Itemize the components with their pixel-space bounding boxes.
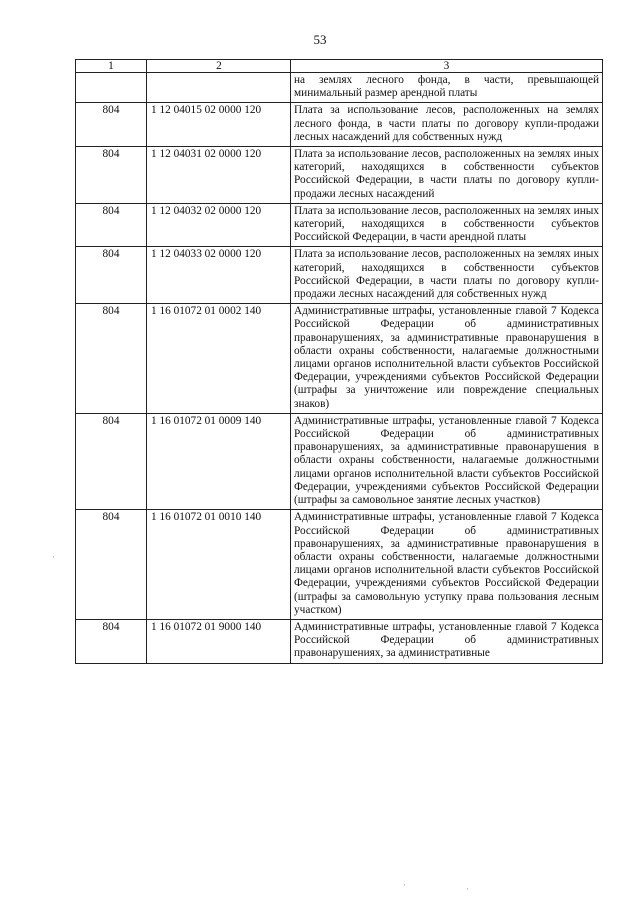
description-cell: Плата за использование лесов, расположенных на землях лесного фонда, в части платы по договору купли-продажи лесных насаждений для собственных нужд <box>291 103 603 147</box>
agency-code-cell <box>76 73 147 103</box>
header-col-3: 3 <box>291 60 603 73</box>
header-col-2: 2 <box>147 60 291 73</box>
description-cell: Административные штрафы, установленные главой 7 Кодекса Российской Федерации об административных правонарушениях, за административные правонарушения в области охраны собственности, налагаемые должностными лицами органов исполнительной власти субъектов Российской Федерации, учреждениями субъектов Российской Федерации (штрафы за самовольное занятие лесных участков) <box>291 413 603 509</box>
description-cell: Плата за использование лесов, расположенных на землях иных категорий, находящихся в собственности субъектов Российской Федерации, в части платы по договору купли-продажи лесных насаждений для собственных нужд <box>291 247 603 304</box>
agency-code-cell: 804 <box>76 619 147 663</box>
table-header-row <box>76 60 603 73</box>
agency-code-cell: 804 <box>76 203 147 247</box>
table-row <box>76 247 603 304</box>
scan-speck: · <box>52 552 55 562</box>
scan-speck: · <box>403 880 406 890</box>
budget-code-cell: 1 12 04032 02 0000 120 <box>147 203 291 247</box>
budget-code-cell: 1 12 04031 02 0000 120 <box>147 147 291 204</box>
budget-code-cell: 1 16 01072 01 0009 140 <box>147 413 291 509</box>
description-cell: на землях лесного фонда, в части, превышающей минимальный размер арендной платы <box>291 73 603 103</box>
budget-code-cell: 1 12 04015 02 0000 120 <box>147 103 291 147</box>
agency-code-cell: 804 <box>76 247 147 304</box>
budget-code-cell: 1 16 01072 01 0010 140 <box>147 510 291 620</box>
budget-code-cell: 1 16 01072 01 9000 140 <box>147 619 291 663</box>
agency-code-cell: 804 <box>76 413 147 509</box>
table-row <box>76 73 603 103</box>
table-row <box>76 103 603 147</box>
budget-code-cell: 1 16 01072 01 0002 140 <box>147 304 291 414</box>
table-row <box>76 147 603 204</box>
table-row <box>76 413 603 509</box>
agency-code-cell: 804 <box>76 304 147 414</box>
agency-code-cell: 804 <box>76 147 147 204</box>
description-cell: Административные штрафы, установленные главой 7 Кодекса Российской Федерации об административных правонарушениях, за административные <box>291 619 603 663</box>
table-row <box>76 203 603 247</box>
scan-speck: · <box>466 884 469 894</box>
description-cell: Плата за использование лесов, расположенных на землях иных категорий, находящихся в собственности субъектов Российской Федерации, в части платы по договору купли-продажи лесных насаждений <box>291 147 603 204</box>
description-cell: Административные штрафы, установленные главой 7 Кодекса Российской Федерации об административных правонарушениях, за административные правонарушения в области охраны собственности, налагаемые должностными лицами органов исполнительной власти субъектов Российской Федерации, учреждениями субъектов Российской Федерации (штрафы за уничтожение или повреждение специальных знаков) <box>291 304 603 414</box>
budget-codes-table <box>75 59 603 664</box>
description-cell: Административные штрафы, установленные главой 7 Кодекса Российской Федерации об административных правонарушениях, за административные правонарушения в области охраны собственности, налагаемые должностными лицами органов исполнительной власти субъектов Российской Федерации, учреждениями субъектов Российской Федерации (штрафы за самовольную уступку права пользования лесным участком) <box>291 510 603 620</box>
budget-code-cell <box>147 73 291 103</box>
description-cell: Плата за использование лесов, расположенных на землях иных категорий, находящихся в собственности субъектов Российской Федерации, в части арендной платы <box>291 203 603 247</box>
agency-code-cell: 804 <box>76 103 147 147</box>
table-row <box>76 304 603 414</box>
table-row <box>76 510 603 620</box>
page-number: 53 <box>313 32 327 47</box>
header-col-1: 1 <box>76 60 147 73</box>
table-row <box>76 619 603 663</box>
agency-code-cell: 804 <box>76 510 147 620</box>
budget-code-cell: 1 12 04033 02 0000 120 <box>147 247 291 304</box>
